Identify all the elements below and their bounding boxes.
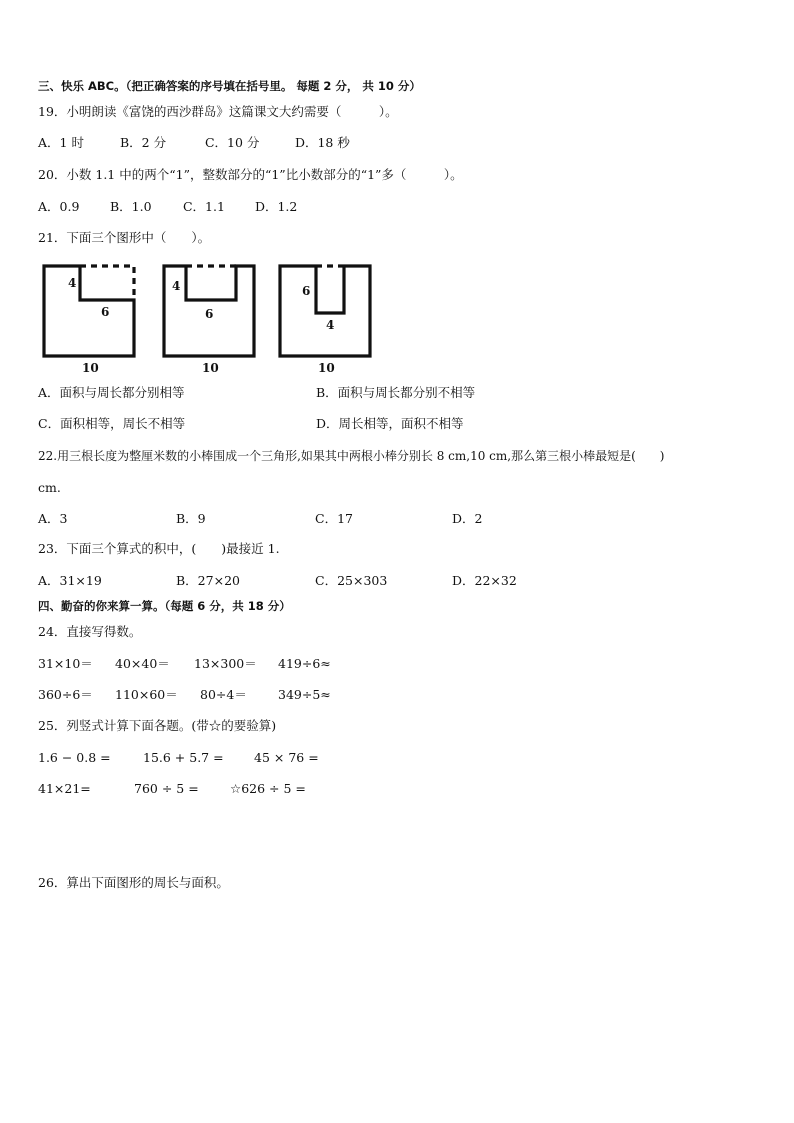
figure-2 xyxy=(164,266,254,375)
figure-3-label-c: 10 xyxy=(318,361,335,375)
expression: 419÷6≈ xyxy=(278,656,331,671)
option-d: D．18 秒 xyxy=(294,135,350,150)
expression: 349÷5≈ xyxy=(278,687,331,702)
question-21-option-b: B．面积与周长都分别不相等 xyxy=(316,385,476,400)
figure-1-label-a: 4 xyxy=(68,276,77,290)
question-21-option-d: D．周长相等，面积不相等 xyxy=(316,416,464,431)
question-23-option-a: A．31×19 xyxy=(38,573,102,588)
expression: 41×21= xyxy=(38,781,91,796)
figure-2-label-c: 10 xyxy=(202,361,219,375)
expression: 80÷4＝ xyxy=(200,687,247,702)
question-19-options xyxy=(38,135,350,151)
question-21-stem: 21．下面三个图形中（ ）。 xyxy=(38,230,211,245)
figure-2-label-b: 6 xyxy=(205,307,214,321)
expression: 360÷6＝ xyxy=(38,687,93,702)
question-26-stem: 26．算出下面图形的周长与面积。 xyxy=(38,875,229,890)
question-21-option-a: A．面积与周长都分别相等 xyxy=(38,385,185,400)
question-23-option-c: C．25×303 xyxy=(315,573,388,588)
question-23-option-b: B．27×20 xyxy=(176,573,240,588)
option-a: A．1 时 xyxy=(38,135,84,150)
expression: ☆626 ÷ 5 = xyxy=(230,781,306,796)
option-a: A．0.9 xyxy=(38,199,80,214)
question-20-stem: 20．小数 1.1 中的两个“1”，整数部分的“1”比小数部分的“1”多（ ）。 xyxy=(38,167,463,182)
expression: 1.6 − 0.8 = xyxy=(38,750,111,765)
question-23-stem: 23．下面三个算式的积中，( )最接近 1. xyxy=(38,541,280,556)
figure-1-label-b: 6 xyxy=(101,305,110,319)
expression: 13×300＝ xyxy=(194,656,257,671)
question-22-stem: 22.用三根长度为整厘米数的小棒围成一个三角形,如果其中两根小棒分别长 8 cm,10 cm,那么第三根小棒最短是( ) xyxy=(38,449,665,463)
section-3-heading: 三、快乐 ABC。（把正确答案的序号填在括号里。 每题 2 分， 共 10 分） xyxy=(38,79,421,93)
section-4-heading: 四、勤奋的你来算一算。（每题 6 分，共 18 分） xyxy=(38,599,291,613)
expression: 110×60＝ xyxy=(115,687,178,702)
question-23-option-d: D．22×32 xyxy=(452,573,517,588)
question-24-stem: 24．直接写得数。 xyxy=(38,624,142,639)
expression: 40×40＝ xyxy=(115,656,170,671)
option-b: B．1.0 xyxy=(109,199,152,214)
figure-3-label-b: 4 xyxy=(326,318,335,332)
figure-1 xyxy=(44,266,134,375)
figure-3 xyxy=(280,266,370,375)
figure-2-label-a: 4 xyxy=(172,279,181,293)
expression: 15.6 + 5.7 = xyxy=(143,750,224,765)
question-22-option-b: B．9 xyxy=(176,511,206,526)
expression: 45 × 76 = xyxy=(254,750,319,765)
option-c: C．1.1 xyxy=(182,199,225,214)
option-c: C．10 分 xyxy=(204,135,260,150)
expression: 760 ÷ 5 = xyxy=(134,781,199,796)
question-21-option-c: C．面积相等，周长不相等 xyxy=(38,416,186,431)
figure-3-label-a: 6 xyxy=(302,284,311,298)
figure-1-label-c: 10 xyxy=(82,361,99,375)
question-22-option-a: A．3 xyxy=(38,511,68,526)
question-19-stem: 19．小明朗读《富饶的西沙群岛》这篇课文大约需要（ ）。 xyxy=(38,104,398,119)
question-22-stem-cont: cm. xyxy=(38,480,61,495)
question-20-options xyxy=(38,199,297,215)
question-22-option-c: C．17 xyxy=(315,511,353,526)
question-22-option-d: D．2 xyxy=(452,511,483,526)
option-d: D．1.2 xyxy=(254,199,298,214)
question-25-stem: 25．列竖式计算下面各题。(带☆的要验算) xyxy=(38,718,277,733)
option-b: B．2 分 xyxy=(119,135,167,150)
expression: 31×10＝ xyxy=(38,656,93,671)
question-21-figures xyxy=(36,258,381,378)
